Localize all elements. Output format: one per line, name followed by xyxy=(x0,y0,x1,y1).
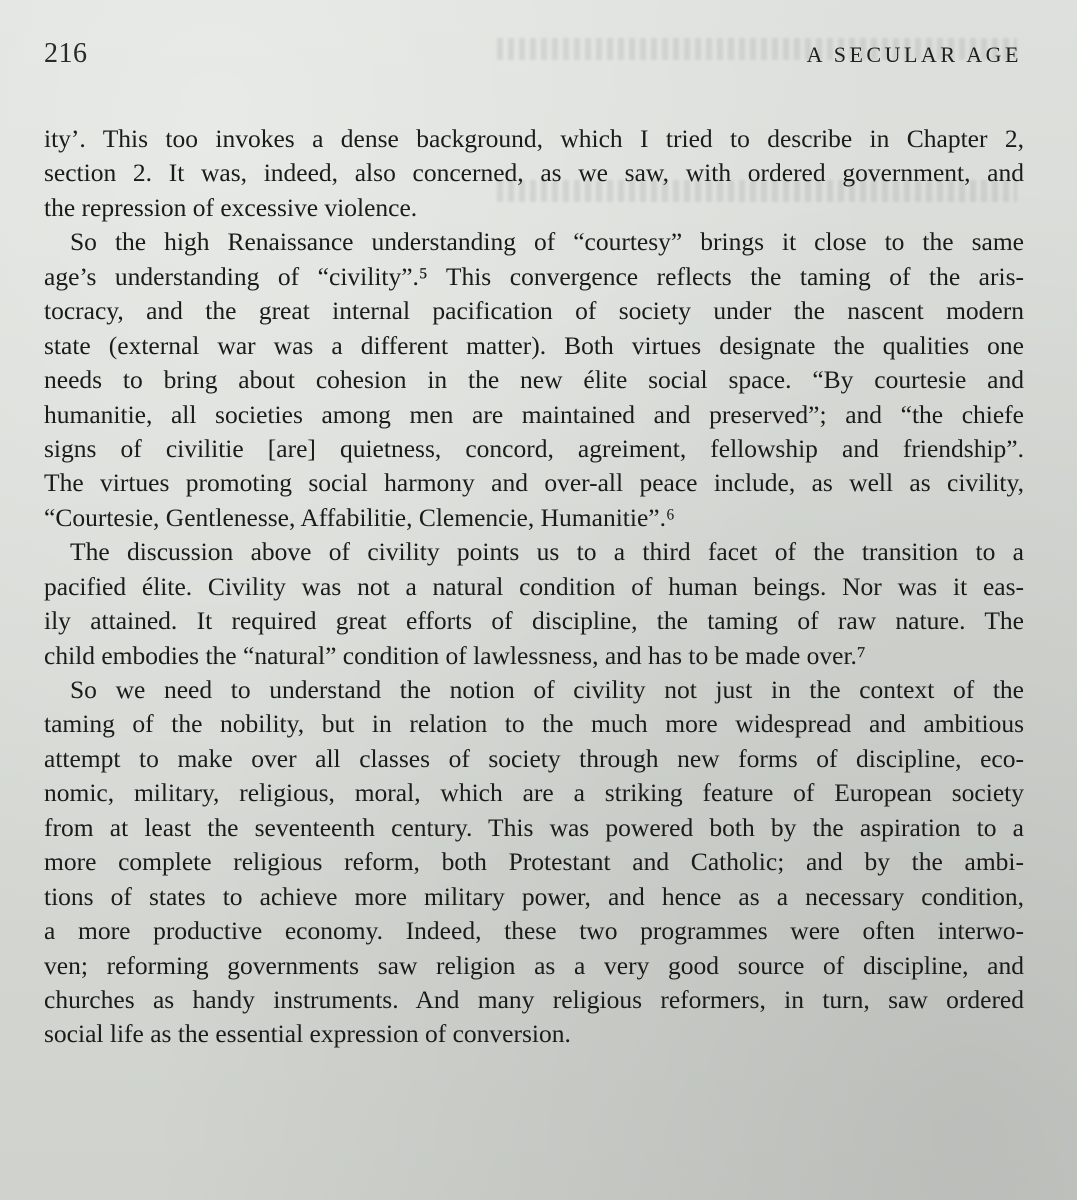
running-head xyxy=(44,38,1022,78)
text-line: taming of the nobility, but in relation to the much more widespread and ambitious xyxy=(44,709,1024,739)
text-line: signs of civilitie [are] quietness, concord, agreiment, fellowship and friendship”. xyxy=(44,433,1024,463)
text-line: ven; reforming governments saw religion as a very good source of discipline, and xyxy=(44,950,1024,980)
text-line: ity’. This too invokes a dense background, which I tried to describe in Chapter 2, xyxy=(44,124,1024,153)
text-line: tions of states to achieve more military power, and hence as a necessary condition, xyxy=(44,881,1024,911)
body-text xyxy=(44,122,1024,1052)
text-line: churches as handy instruments. And many religious reformers, in turn, saw ordered xyxy=(44,984,1024,1014)
text-line: social life as the essential expression of conversion. xyxy=(44,1019,571,1049)
text-line: a more productive economy. Indeed, these two programmes were often interwo- xyxy=(44,916,1024,946)
text-line: tocracy, and the great internal pacification of society under the nascent modern xyxy=(44,296,1024,326)
text-line: humanitie, all societies among men are maintained and preserved”; and “the chiefe xyxy=(44,399,1024,429)
text-line: The discussion above of civility points us to a third facet of the transition to a xyxy=(70,537,1024,567)
text-line: state (external war was a different matter). Both virtues designate the qualities one xyxy=(44,330,1024,360)
text-line: So the high Renaissance understanding of “courtesy” brings it close to the same xyxy=(70,227,1024,257)
page-number: 216 xyxy=(44,38,88,69)
text-line: nomic, military, religious, moral, which are a striking feature of European society xyxy=(44,778,1024,808)
text-line: section 2. It was, indeed, also concerned, as we saw, with ordered government, and xyxy=(44,158,1024,188)
text-line: ily attained. It required great efforts of discipline, the taming of raw nature. The xyxy=(44,606,1024,636)
text-line: pacified élite. Civility was not a natural condition of human beings. Nor was it eas- xyxy=(44,571,1024,601)
text-line: needs to bring about cohesion in the new élite social space. “By courtesie and xyxy=(44,365,1024,395)
text-line: from at least the seventeenth century. This was powered both by the aspiration to a xyxy=(44,812,1024,842)
text-line: “Courtesie, Gentlenesse, Affabilitie, Clemencie, Humanitie”.⁶ xyxy=(44,502,675,532)
text-line: the repression of excessive violence. xyxy=(44,192,418,222)
text-line: child embodies the “natural” condition of lawlessness, and has to be made over.⁷ xyxy=(44,640,866,670)
book-title: A SECULAR AGE xyxy=(806,42,1022,67)
text-line: age’s understanding of “civility”.⁵ This convergence reflects the taming of the aris- xyxy=(44,261,1024,291)
text-line: The virtues promoting social harmony and over-all peace include, as well as civility, xyxy=(44,468,1024,498)
text-line: So we need to understand the notion of civility not just in the context of the xyxy=(70,675,1024,704)
text-line: attempt to make over all classes of society through new forms of discipline, eco- xyxy=(44,743,1024,773)
text-line: more complete religious reform, both Protestant and Catholic; and by the ambi- xyxy=(44,847,1024,877)
